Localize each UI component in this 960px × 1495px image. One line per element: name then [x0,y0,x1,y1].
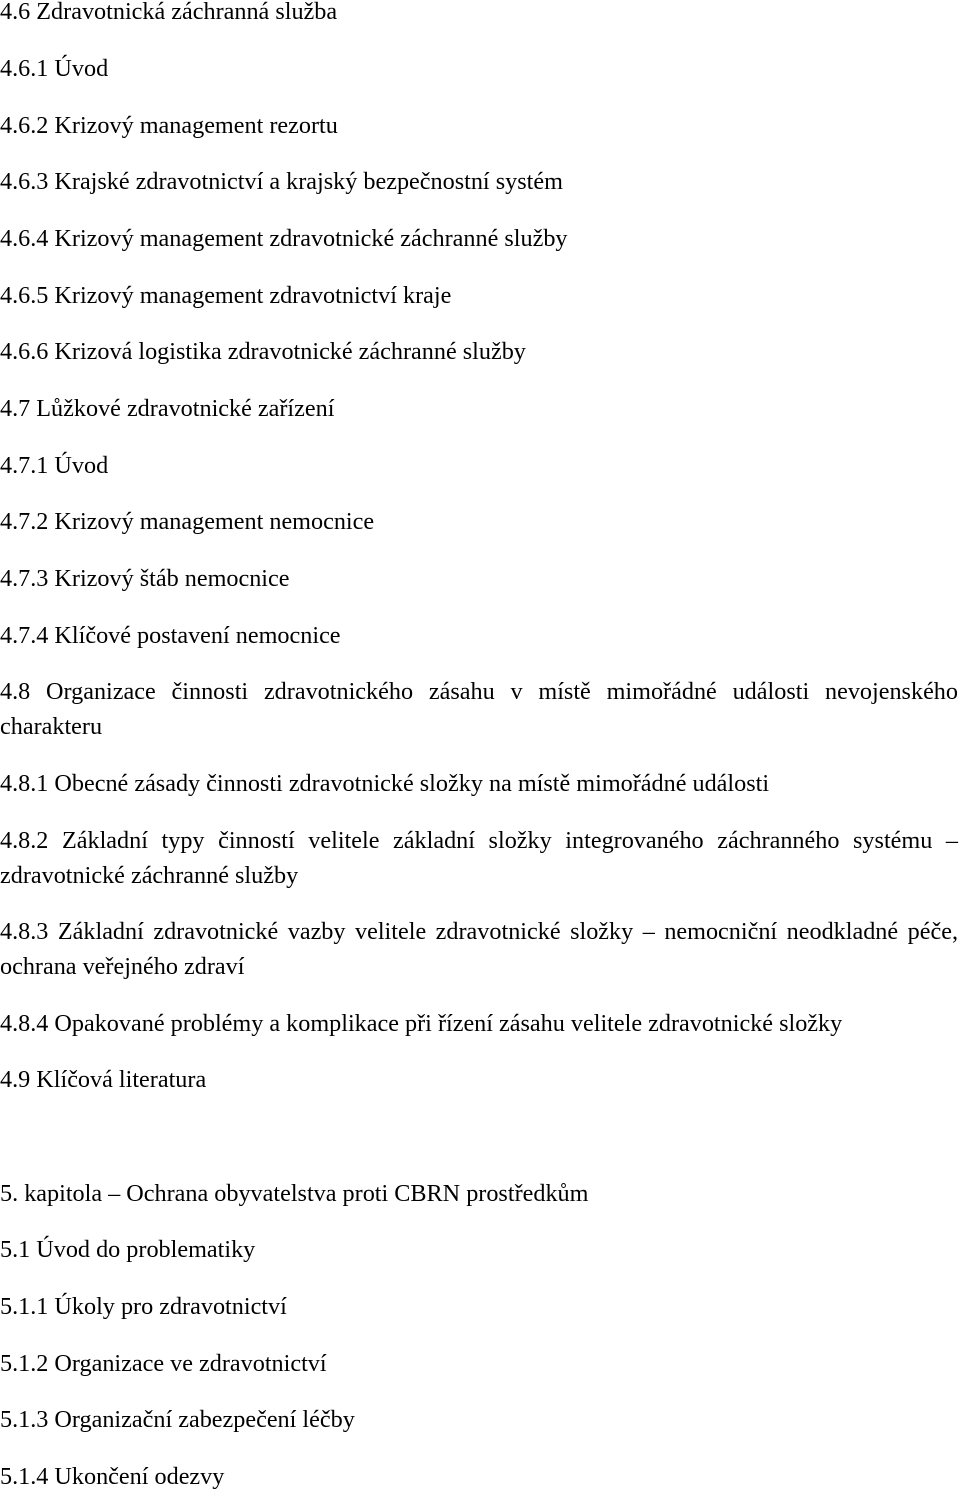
toc-entry-4-8: 4.8 Organizace činnosti zdravotnického zásahu v místě mimořádné události nevojenského charakteru [0,678,958,740]
toc-entry-4-6-1: 4.6.1 Úvod [0,55,109,82]
toc-entry-chapter-5: 5. kapitola – Ochrana obyvatelstva proti CBRN prostředkům [0,1180,589,1207]
toc-entry-4-7-4: 4.7.4 Klíčové postavení nemocnice [0,622,341,649]
toc-entry-5-1-3: 5.1.3 Organizační zabezpečení léčby [0,1406,355,1433]
toc-entry-4-8-3: 4.8.3 Základní zdravotnické vazby velitele zdravotnické složky – nemocniční neodkladné péče, ochrana veřejného zdraví [0,918,958,980]
toc-entry-4-7: 4.7 Lůžkové zdravotnické zařízení [0,395,335,422]
toc-entry-4-7-1: 4.7.1 Úvod [0,452,109,479]
toc-entry-4-6-6: 4.6.6 Krizová logistika zdravotnické záchranné služby [0,338,526,365]
toc-entry-4-6-3: 4.6.3 Krajské zdravotnictví a krajský bezpečnostní systém [0,168,563,195]
toc-entry-4-6: 4.6 Zdravotnická záchranná služba [0,0,338,25]
toc-entry-4-8-2: 4.8.2 Základní typy činností velitele základní složky integrovaného záchranného systému – zdravotnické záchranné služby [0,827,958,889]
toc-entry-4-8-1: 4.8.1 Obecné zásady činnosti zdravotnické složky na místě mimořádné události [0,770,770,797]
toc-entry-4-6-5: 4.6.5 Krizový management zdravotnictví kraje [0,282,452,309]
toc-entry-4-7-2: 4.7.2 Krizový management nemocnice [0,508,375,535]
toc-entry-5-1-2: 5.1.2 Organizace ve zdravotnictví [0,1350,327,1377]
toc-entry-5-1-1: 5.1.1 Úkoly pro zdravotnictví [0,1293,287,1320]
toc-entry-4-6-2: 4.6.2 Krizový management rezortu [0,112,338,139]
toc-entry-4-8-4: 4.8.4 Opakované problémy a komplikace při řízení zásahu velitele zdravotnické složky [0,1010,843,1037]
toc-entry-5-1: 5.1 Úvod do problematiky [0,1236,256,1263]
toc-entry-4-7-3: 4.7.3 Krizový štáb nemocnice [0,565,290,592]
toc-entry-4-6-4: 4.6.4 Krizový management zdravotnické záchranné služby [0,225,568,252]
toc-entry-5-1-4: 5.1.4 Ukončení odezvy [0,1463,225,1490]
toc-entry-4-9: 4.9 Klíčová literatura [0,1066,207,1093]
